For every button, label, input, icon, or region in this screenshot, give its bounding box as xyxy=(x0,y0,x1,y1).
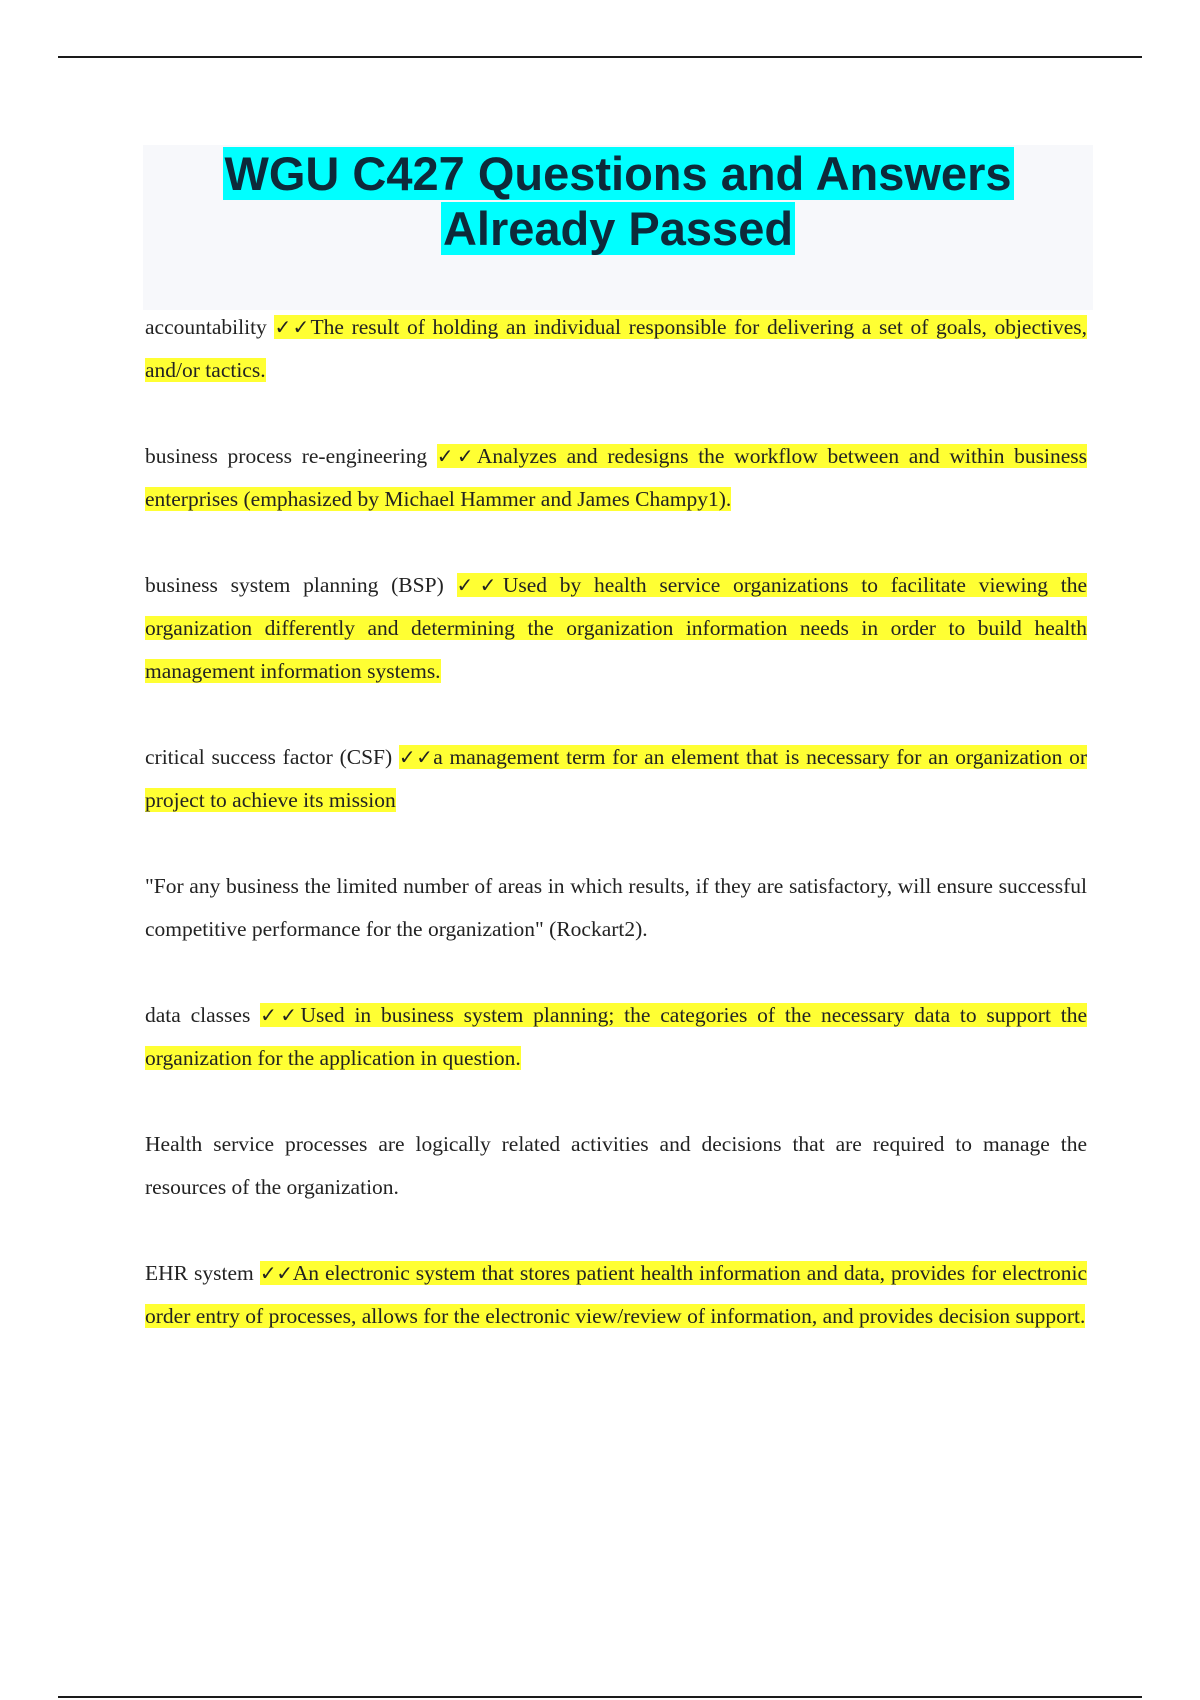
double-check-icon: ✓✓ xyxy=(398,745,434,769)
double-check-icon: ✓✓ xyxy=(436,444,477,468)
term: business process re-engineering xyxy=(145,444,428,468)
title-line-1: WGU C427 Questions and Answers xyxy=(224,147,1012,200)
double-check-icon: ✓✓ xyxy=(259,1261,293,1285)
term: EHR system xyxy=(145,1261,254,1285)
answer: An electronic system that stores patient health information and data, provides for electronic order entry of processes, allows for the electronic view/review of information, and provides decision support. xyxy=(145,1261,1087,1328)
term: accountability xyxy=(145,315,267,339)
answer: a management term for an element that is necessary for an organization or project to achieve its mission xyxy=(145,745,1088,812)
term: data classes xyxy=(145,1003,251,1027)
double-check-icon: ✓✓ xyxy=(274,315,311,339)
answer-highlight xyxy=(145,315,1087,382)
document-title xyxy=(143,145,1093,256)
double-check-icon: ✓✓ xyxy=(260,1003,301,1027)
answer-highlight xyxy=(145,1003,1087,1070)
footer-rule xyxy=(58,1696,1142,1698)
qa-entry-business-system-planning xyxy=(145,564,1087,693)
title-line-2: Already Passed xyxy=(442,202,794,255)
answer: The result of holding an individual responsible for delivering a set of goals, objectives, and/or tactics. xyxy=(145,315,1088,382)
header-rule xyxy=(58,56,1142,58)
term: critical success factor (CSF) xyxy=(145,745,393,769)
qa-entry-business-process-reengineering xyxy=(145,435,1087,521)
plain-paragraph-rockart-quote: "For any business the limited number of areas in which results, if they are satisfactory, will ensure successful competitive performance for the organization" (Rockart2). xyxy=(145,874,1087,941)
qa-list xyxy=(145,306,1087,1381)
title-banner xyxy=(143,145,1093,310)
qa-entry-accountability xyxy=(145,306,1087,392)
answer: Used by health service organizations to facilitate viewing the organization differently and determining the organization information needs in order to build health management information systems. xyxy=(145,573,1088,683)
answer: Analyzes and redesigns the workflow between and within business enterprises (emphasized by Michael Hammer and James Champy1). xyxy=(145,444,1087,511)
double-check-icon: ✓✓ xyxy=(456,573,503,597)
qa-entry-ehr-system xyxy=(145,1252,1087,1338)
qa-entry-critical-success-factor xyxy=(145,736,1087,822)
term: business system planning (BSP) xyxy=(145,573,444,597)
answer-highlight xyxy=(145,1261,1087,1328)
answer: Used in business system planning; the categories of the necessary data to support the organization for the application in question. xyxy=(145,1003,1087,1070)
plain-paragraph-health-service-processes: Health service processes are logically related activities and decisions that are required to manage the resources of the organization. xyxy=(145,1132,1087,1199)
qa-entry-data-classes xyxy=(145,994,1087,1080)
